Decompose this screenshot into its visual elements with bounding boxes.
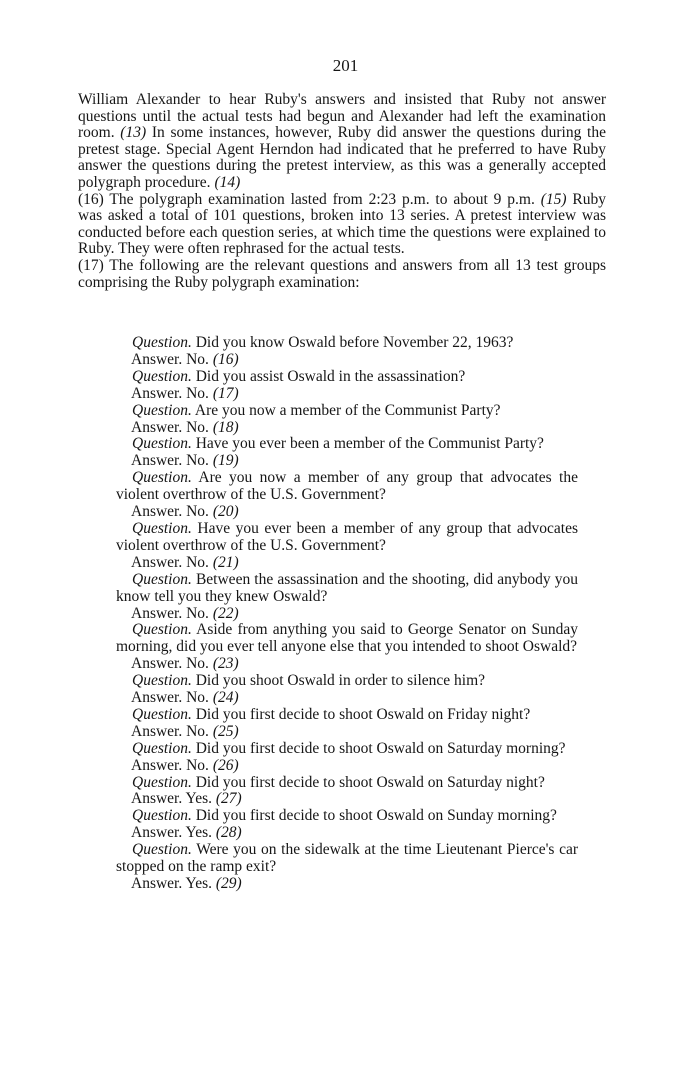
question-item <box>116 673 578 690</box>
question-label: Question. <box>132 807 192 825</box>
footnote-cite: (24) <box>212 689 239 707</box>
answer-label: Answer. <box>131 503 183 521</box>
footnote-cite: (14) <box>214 173 241 191</box>
footnote-cite: (17) <box>212 384 239 402</box>
question-item <box>116 572 578 606</box>
paragraph-number: (17) <box>78 256 104 274</box>
answer-text: Yes. <box>185 875 212 892</box>
answer-item <box>116 352 578 369</box>
paragraph-16-text-before: The polygraph examination lasted from 2:23 p.m. to about 9 p.m. <box>109 190 535 208</box>
answer-text: No. <box>186 452 209 470</box>
answer-item <box>116 555 578 572</box>
answer-label: Answer. <box>131 350 183 368</box>
question-item <box>116 808 578 825</box>
answer-label: Answer. <box>131 824 183 842</box>
answer-label: Answer. <box>131 553 183 571</box>
intro-text-middle: In some instances, however, Ruby did answer the questions during the pretest stage. Special Agent Herndon had indicated that he preferred to have Ruby answer the questions during the pretest interview, as this was a generally accepted polygraph procedure. <box>78 124 606 191</box>
answer-text: No. <box>186 503 209 521</box>
question-label: Question. <box>132 672 192 690</box>
question-item <box>116 403 578 420</box>
answer-text: No. <box>186 689 209 707</box>
question-text: Have you ever been a member of any group that advocates violent overthrow of the U.S. Government? <box>116 519 578 554</box>
answer-text: No. <box>186 553 209 571</box>
answer-item <box>116 656 578 673</box>
question-item <box>116 335 578 352</box>
footnote-cite: (18) <box>212 418 239 436</box>
answer-item <box>116 606 578 623</box>
question-label: Question. <box>132 367 192 385</box>
answer-text: No. <box>186 350 209 368</box>
answer-item <box>116 758 578 775</box>
answer-text: No. <box>186 418 209 436</box>
question-item <box>116 470 578 504</box>
question-text: Did you first decide to shoot Oswald on Sunday morning? <box>195 807 557 825</box>
question-item <box>116 775 578 792</box>
page-number: 201 <box>332 56 359 75</box>
footnote-cite: (28) <box>215 824 242 842</box>
footnote-cite: (22) <box>212 604 239 622</box>
answer-item <box>116 876 578 893</box>
question-label: Question. <box>132 469 192 487</box>
question-label: Question. <box>132 739 192 757</box>
question-text: Did you first decide to shoot Oswald on Saturday morning? <box>195 739 566 757</box>
answer-item <box>116 724 578 741</box>
paragraph-16-text-after: Ruby was asked a total of 101 questions, broken into 13 series. A pretest interview was conducted before each question series, at which time the questions were explained to Ruby. They were often rephrased for the actual tests. <box>78 190 607 258</box>
question-item <box>116 707 578 724</box>
question-text: Are you now a member of any group that advocates the violent overthrow of the U.S. Government? <box>116 469 578 504</box>
answer-text: No. <box>186 384 209 402</box>
answer-text: No. <box>186 756 209 774</box>
question-item <box>116 521 578 555</box>
qa-container <box>116 335 578 893</box>
answer-label: Answer. <box>131 418 183 436</box>
answer-item <box>116 791 578 808</box>
answer-label: Answer. <box>131 790 183 808</box>
answer-label: Answer. <box>131 452 183 470</box>
intro-paragraph <box>78 92 606 192</box>
footnote-cite: (26) <box>212 756 239 774</box>
footnote-cite: (25) <box>212 722 239 740</box>
question-label: Question. <box>132 705 192 723</box>
footnote-cite: (15) <box>540 190 567 208</box>
answer-label: Answer. <box>131 756 183 774</box>
answer-item <box>116 453 578 470</box>
answer-label: Answer. <box>131 604 183 622</box>
answer-text: No. <box>186 722 209 740</box>
answer-label: Answer. <box>131 384 183 402</box>
question-label: Question. <box>132 841 192 859</box>
question-label: Question. <box>132 570 192 588</box>
footnote-cite: (27) <box>215 790 242 808</box>
question-item <box>116 369 578 386</box>
footnote-cite: (16) <box>212 350 239 368</box>
question-item <box>116 842 578 876</box>
question-label: Question. <box>132 435 192 453</box>
question-label: Question. <box>132 519 192 537</box>
answer-text: Yes. <box>185 790 212 808</box>
question-text: Did you first decide to shoot Oswald on Saturday night? <box>195 773 545 791</box>
footnote-cite: (21) <box>212 553 239 571</box>
question-text: Are you now a member of the Communist Party? <box>194 401 501 419</box>
answer-item <box>116 420 578 437</box>
question-label: Question. <box>132 334 192 351</box>
question-label: Question. <box>132 621 192 639</box>
question-label: Question. <box>132 773 192 791</box>
qa-list <box>116 335 578 893</box>
footnote-cite: (13) <box>120 124 147 142</box>
footnote-cite: (29) <box>215 875 242 892</box>
answer-item <box>116 690 578 707</box>
footnote-cite: (19) <box>212 452 239 470</box>
question-text: Between the assassination and the shooting, did anybody you know tell you they knew Oswald? <box>116 570 579 605</box>
footnote-cite: (23) <box>212 655 239 673</box>
answer-label: Answer. <box>131 655 183 673</box>
answer-text: No. <box>186 655 209 673</box>
answer-label: Answer. <box>131 875 183 892</box>
body-text <box>78 92 606 291</box>
intro-text-before: William Alexander to hear Ruby's answers and insisted that Ruby not answer questions until the actual tests had begun and Alexander had left the examination room. <box>78 91 606 142</box>
answer-item <box>116 504 578 521</box>
question-text: Did you assist Oswald in the assassination? <box>195 367 466 385</box>
paragraph-17 <box>78 258 606 291</box>
question-item <box>116 436 578 453</box>
question-text: Aside from anything you said to George Senator on Sunday morning, did you ever tell anyone else that you intended to shoot Oswald? <box>116 621 578 656</box>
paragraph-number: (16) <box>78 190 104 208</box>
answer-label: Answer. <box>131 722 183 740</box>
answer-item <box>116 825 578 842</box>
question-text: Did you shoot Oswald in order to silence him? <box>195 672 486 690</box>
footnote-cite: (20) <box>212 503 239 521</box>
answer-text: No. <box>186 604 209 622</box>
question-text: Were you on the sidewalk at the time Lieutenant Pierce's car stopped on the ramp exit? <box>116 841 578 876</box>
paragraph-17-text: The following are the relevant questions and answers from all 13 test groups comprising the Ruby polygraph examination: <box>78 256 606 291</box>
paragraph-16 <box>78 192 606 258</box>
question-text: Did you know Oswald before November 22, 1963? <box>195 334 514 351</box>
answer-text: Yes. <box>185 824 212 842</box>
answer-item <box>116 386 578 403</box>
answer-label: Answer. <box>131 689 183 707</box>
question-item <box>116 622 578 656</box>
question-text: Have you ever been a member of the Communist Party? <box>195 435 544 453</box>
question-label: Question. <box>132 401 192 419</box>
question-text: Did you first decide to shoot Oswald on Friday night? <box>195 705 531 723</box>
question-item <box>116 741 578 758</box>
